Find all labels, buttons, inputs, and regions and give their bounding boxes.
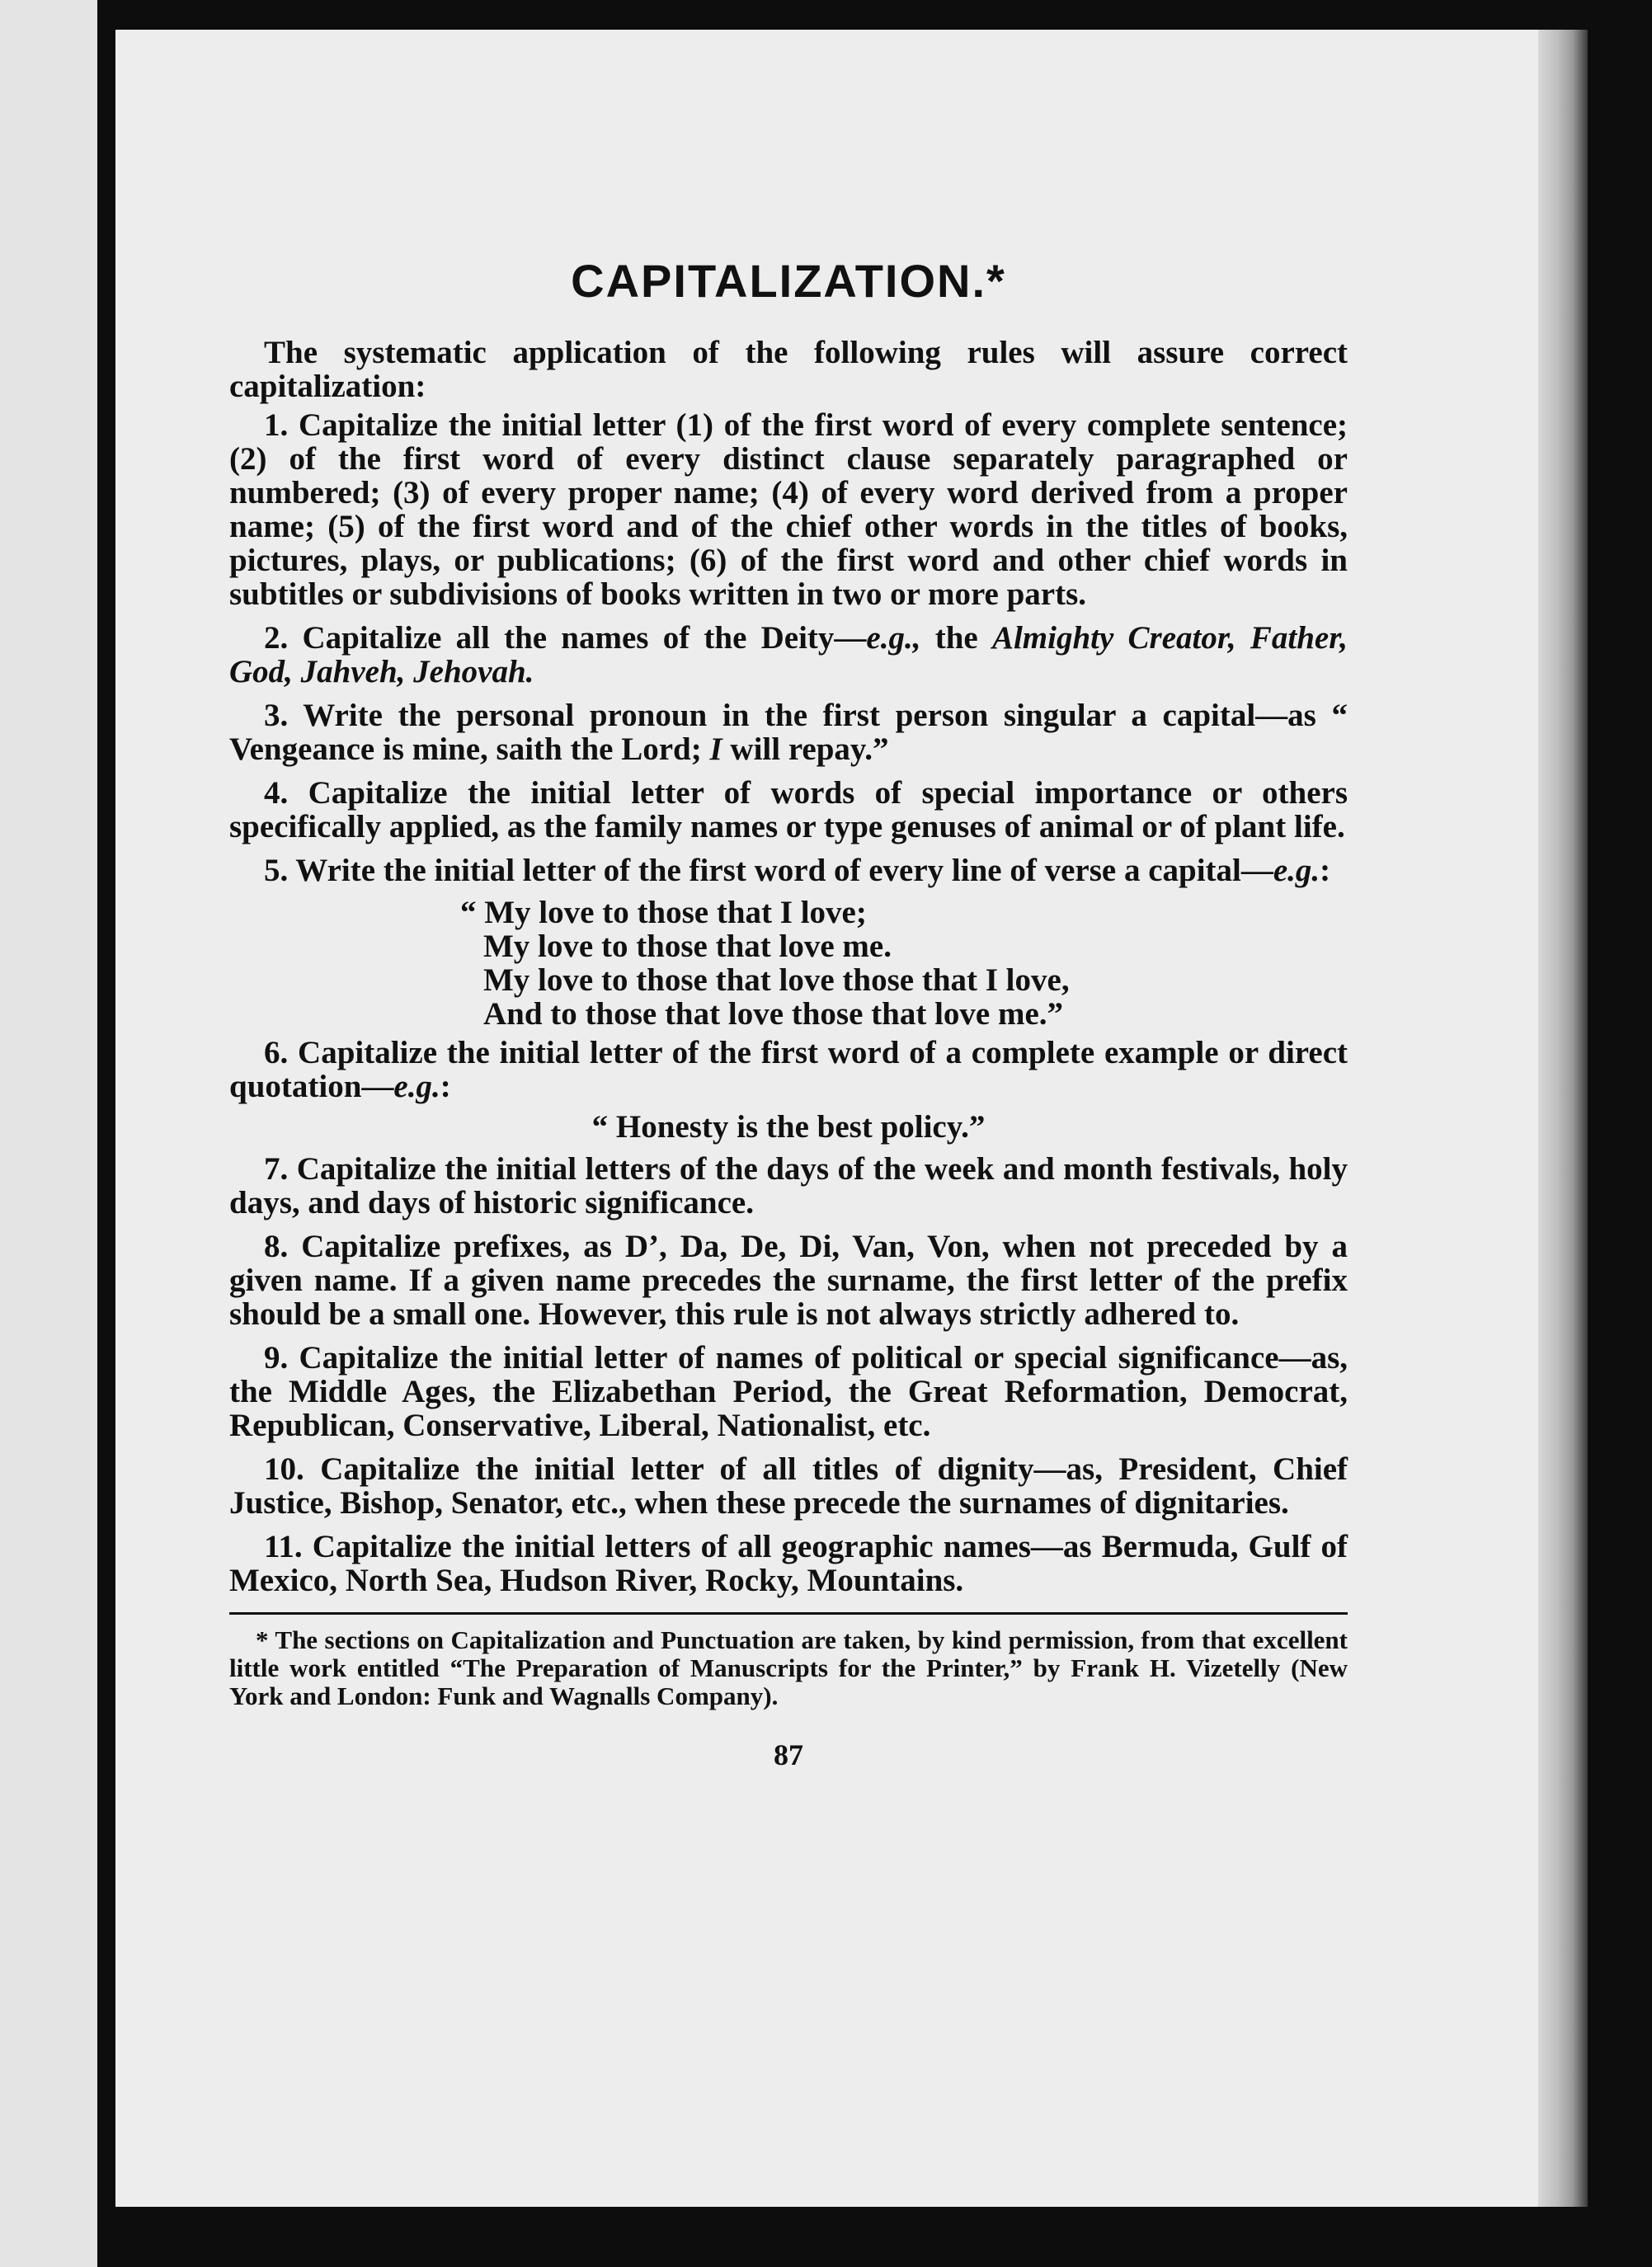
rule-7 <box>229 1152 1348 1220</box>
page-content <box>229 255 1348 1772</box>
rule-4 <box>229 776 1348 844</box>
rule-text: Write the initial letter of the first word of every line of verse a capital— <box>295 853 1273 888</box>
rule-9 <box>229 1341 1348 1442</box>
rule-number: 4. <box>264 775 289 811</box>
rule-6 <box>229 1036 1348 1103</box>
rule-number: 6. <box>264 1035 289 1070</box>
quotation-example: “ Honesty is the best policy.” <box>591 1109 986 1145</box>
rule-number: 3. <box>264 698 289 733</box>
rule-eg: e.g., <box>866 620 921 656</box>
verse-line: My love to those that love those that I love, <box>483 962 1070 998</box>
footnote: * The sections on Capitalization and Punctuation are taken, by kind permission, from that excellent little work entitled “The Preparation of Manuscripts for the Printer,” by Frank H. Vizetelly (New York and London: Funk and Wagnalls Company). <box>229 1625 1348 1710</box>
rule-text: Capitalize prefixes, as D’, Da, De, Di, Van, Von, when not preceded by a given name. If a given name precedes the surname, the first letter of the prefix should be a small one. However, this rule is not always strictly adhered to. <box>229 1229 1348 1332</box>
rule-number: 10. <box>264 1451 304 1487</box>
rule-text: Capitalize the initial letter of the first word of a complete example or direct quotation— <box>229 1035 1348 1104</box>
rule-number: 7. <box>264 1151 289 1187</box>
rule-text: Capitalize the initial letter of words of special importance or others specifically applied, as the family names or type genuses of animal or of plant life. <box>229 775 1348 844</box>
rule-number: 1. <box>264 407 289 443</box>
rule-8 <box>229 1230 1348 1331</box>
intro-paragraph: The systematic application of the following rules will assure correct capitalization: <box>229 335 1348 404</box>
rule-text-continued: the <box>920 620 992 656</box>
book-gutter <box>97 0 115 2267</box>
rule-text-continued: will repay.” <box>722 731 889 767</box>
rule-number: 5. <box>264 853 289 888</box>
rule-number: 2. <box>264 620 289 656</box>
rule-text: Capitalize the initial letter of names of political or special significance—as, the Middle Ages, the Elizabethan Period, the Great Reformation, Democrat, Republican, Conservative, Liberal, Nationalist, etc. <box>229 1340 1348 1443</box>
verse-line: My love to those that love me. <box>483 929 892 964</box>
page-title: CAPITALIZATION.* <box>571 255 1006 307</box>
rule-italic-text: I <box>709 731 722 767</box>
rule-2 <box>229 621 1348 689</box>
rule-5 <box>229 854 1348 887</box>
rule-text: Capitalize the initial letters of the days of the week and month festivals, holy days, and days of historic significance. <box>229 1151 1348 1221</box>
verse-example <box>460 896 1348 1031</box>
left-page-edge <box>0 0 97 2267</box>
rule-eg: e.g. <box>393 1069 440 1104</box>
rule-text-continued: : <box>440 1069 451 1104</box>
rule-1 <box>229 408 1348 611</box>
verse-line: And to those that love those that love me.” <box>483 996 1064 1032</box>
rule-10 <box>229 1452 1348 1520</box>
rule-text-continued: : <box>1320 853 1331 888</box>
rule-3 <box>229 698 1348 766</box>
rule-11 <box>229 1530 1348 1597</box>
footnote-divider <box>229 1612 1348 1615</box>
rule-number: 11. <box>264 1529 303 1564</box>
rule-text: Capitalize the initial letter of all titles of dignity—as, President, Chief Justice, Bishop, Senator, etc., when these precede the surnames of dignitaries. <box>229 1451 1348 1521</box>
rule-number: 8. <box>264 1229 289 1264</box>
rule-italic-text: Almighty Creator, Father, God, Jahveh, Jehovah. <box>229 620 1348 689</box>
rule-number: 9. <box>264 1340 289 1376</box>
rule-text: Capitalize all the names of the Deity— <box>302 620 867 656</box>
rule-text: Capitalize the initial letter (1) of the first word of every complete sentence; (2) of the first word of every distinct clause separately paragraphed or numbered; (3) of every proper name; (4) of every word derived from a proper name; (5) of the first word and of the chief other words in the titles of books, pictures, plays, or publications; (6) of the first word and other chief words in subtitles or subdivisions of books written in two or more parts. <box>229 407 1348 612</box>
right-page-edge <box>1538 30 1588 2207</box>
page-number: 87 <box>774 1738 803 1771</box>
rule-text: Write the personal pronoun in the first person singular a capital—as “ Vengeance is mine, saith the Lord; <box>229 698 1348 767</box>
rule-eg: e.g. <box>1273 853 1320 888</box>
verse-line: “ My love to those that I love; <box>460 895 867 930</box>
rule-text: Capitalize the initial letters of all geographic names—as Bermuda, Gulf of Mexico, North Sea, Hudson River, Rocky, Mountains. <box>229 1529 1348 1598</box>
